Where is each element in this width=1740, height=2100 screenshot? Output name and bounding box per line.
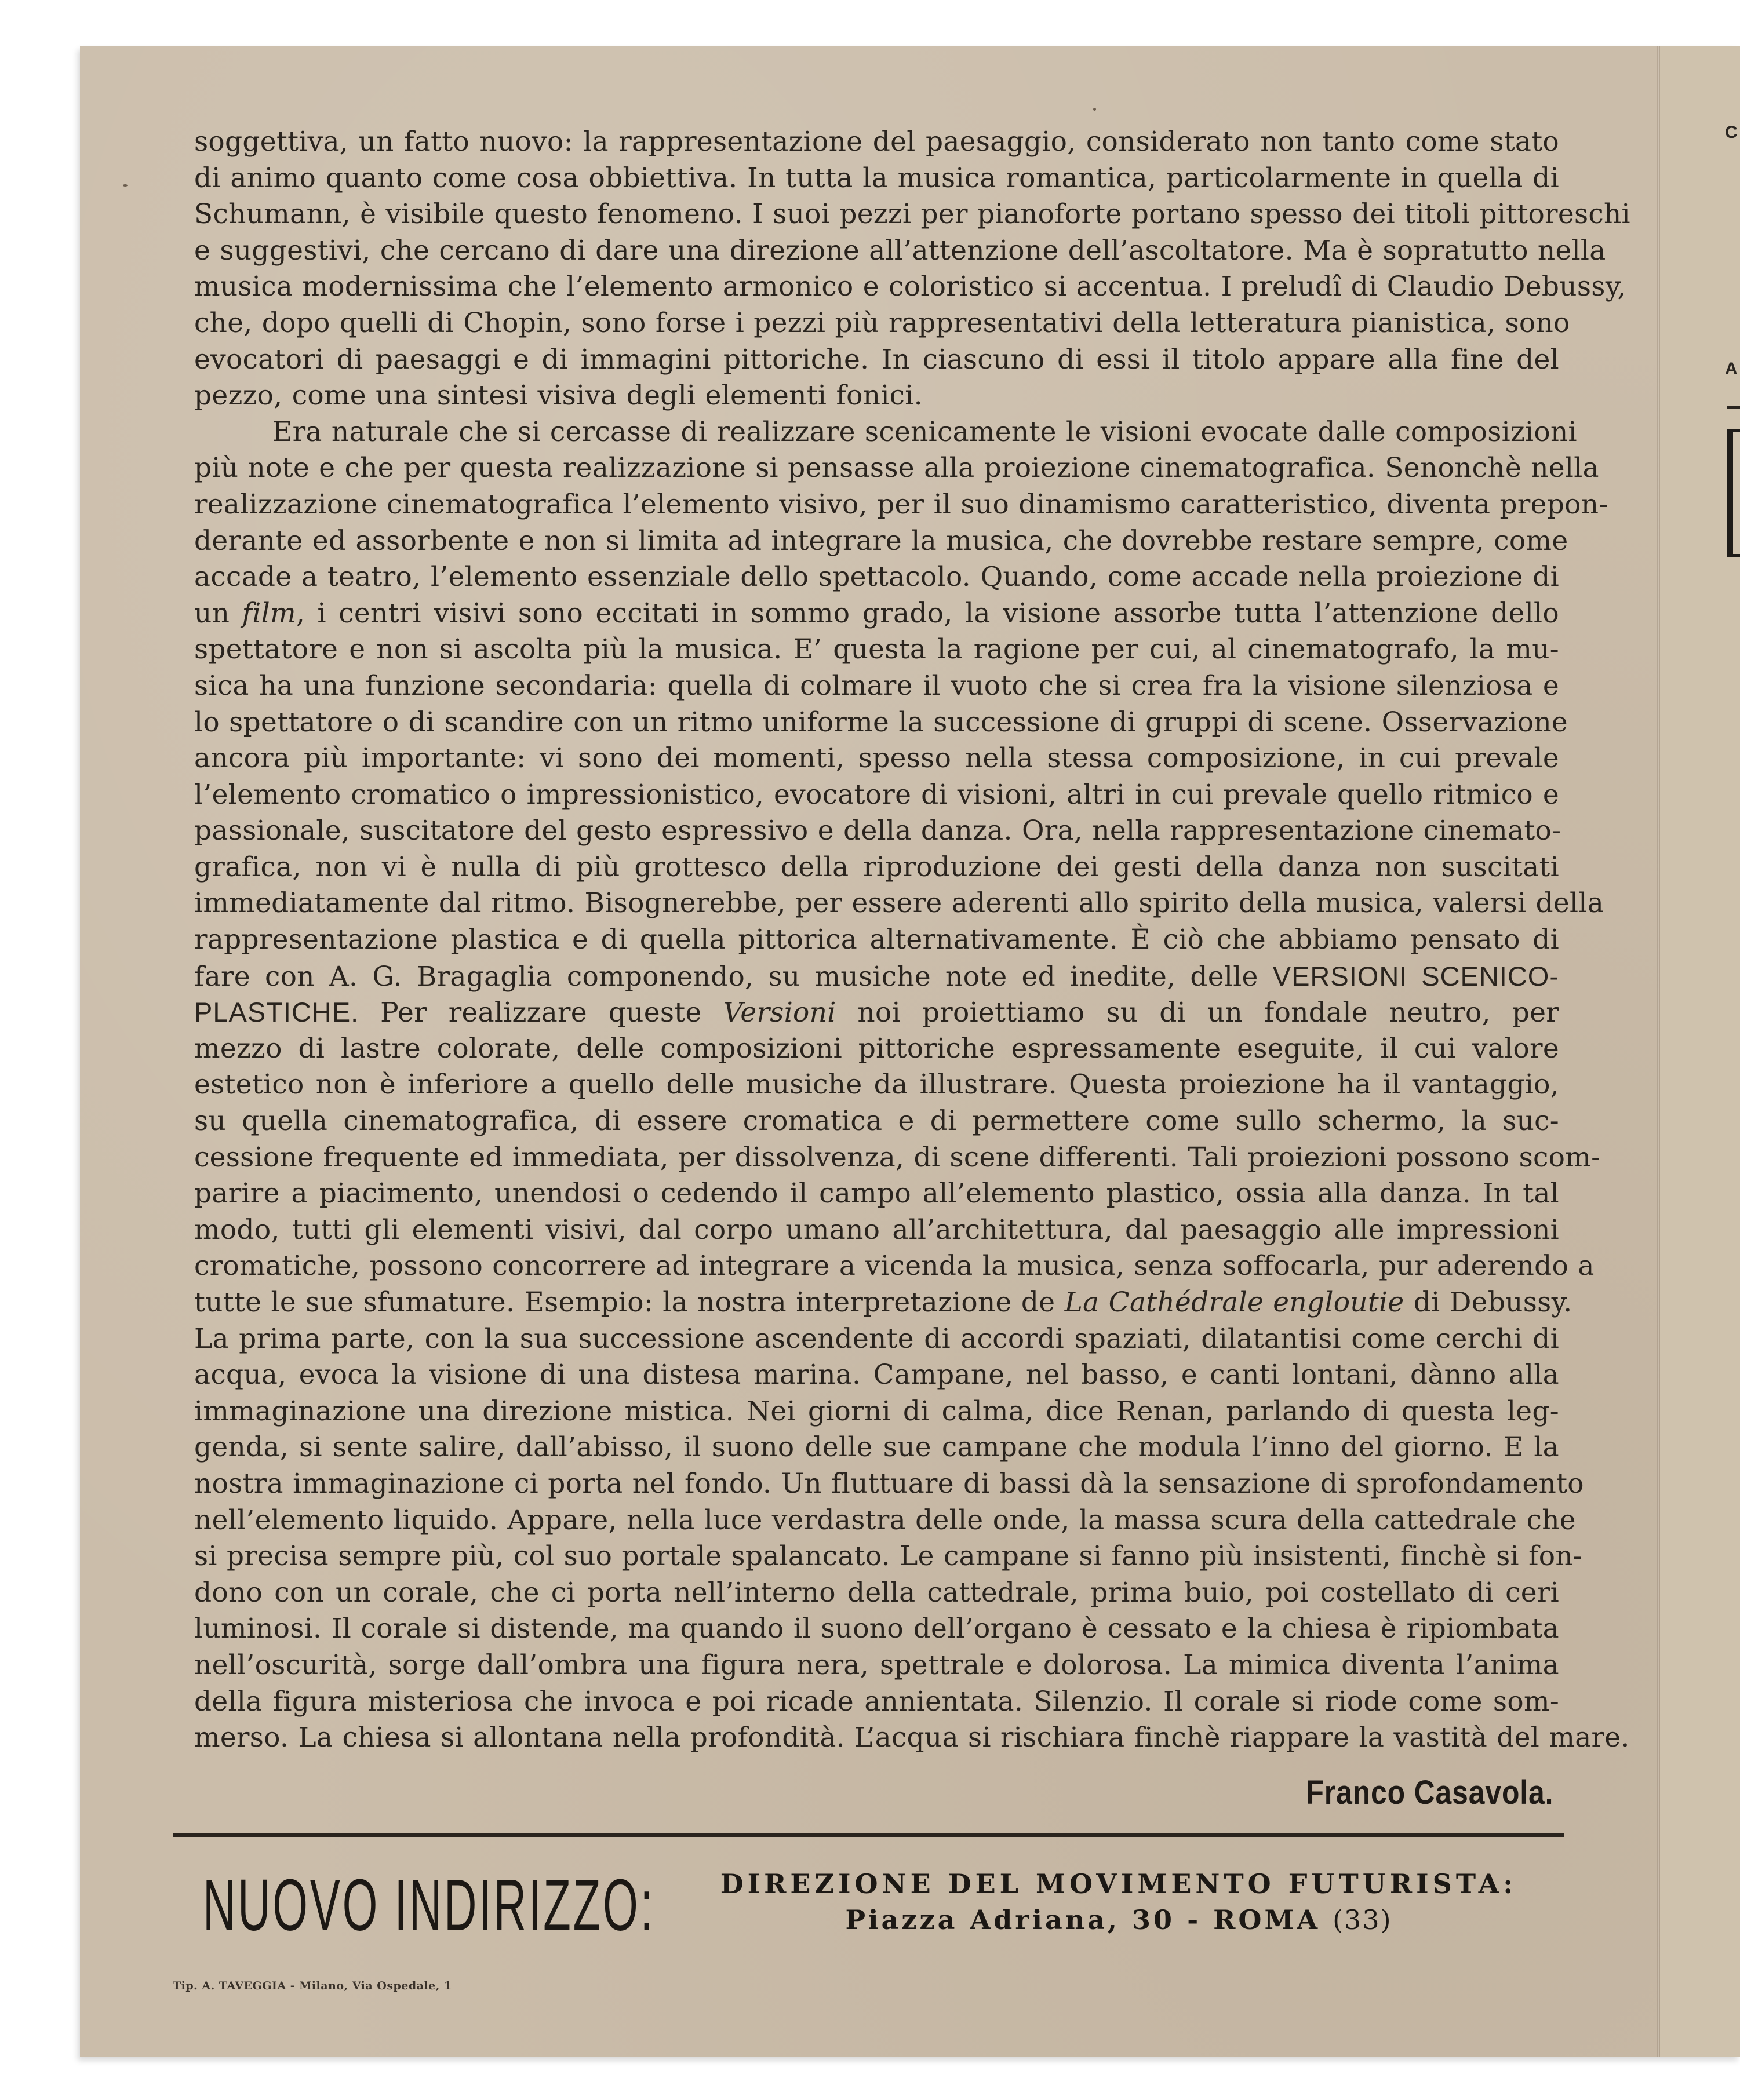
plastiche-heading: PLASTICHE. bbox=[194, 997, 359, 1028]
text-line: Era naturale che si cercasse di realizzare scenicamente le visioni evocate dalle composizioni bbox=[272, 415, 1577, 448]
italic-term-versioni: Versioni bbox=[723, 997, 836, 1029]
text-line: La prima parte, con la sua successione ascendente di accordi spaziati, dilatantisi come cerchi di bbox=[194, 1322, 1559, 1355]
text-line: l’elemento cromatico o impressionistico, evocatore di visioni, altri in cui prevale quello ritmico e bbox=[194, 778, 1559, 811]
direzione-line: DIREZIONE DEL MOVIMENTO FUTURISTA: bbox=[720, 1868, 1517, 1900]
text-line bbox=[194, 1285, 1572, 1321]
text-line: luminosi. Il corale si distende, ma quando il suono dell’organo è cessato e la chiesa è ripiombata bbox=[194, 1613, 1559, 1645]
text-line: più note e che per questa realizzazione si pensasse alla proiezione cinematografica. Senonchè nella bbox=[194, 452, 1599, 484]
text-run: tutte le sue sfumature. Esempio: la nostra interpretazione de bbox=[194, 1286, 1065, 1318]
text-line: e suggestivi, che cercano di dare una direzione all’attenzione dell’ascoltatore. Ma è sopratutto nella bbox=[194, 234, 1606, 267]
text-line: si precisa sempre più, col suo portale spalancato. Le campane si fanno più insistenti, finchè si fon- bbox=[194, 1540, 1583, 1573]
text-line: immaginazione una direzione mistica. Nei giorni di calma, dice Renan, parlando di questa leg- bbox=[194, 1395, 1559, 1427]
text-line: ancora più importante: vi sono dei momenti, spesso nella stessa composizione, in cui prevale bbox=[194, 742, 1559, 775]
text-line: musica modernissima che l’elemento armonico e coloristico si accentua. I preludî di Claudio Debussy, bbox=[194, 271, 1626, 303]
text-line: lo spettatore o di scandire con un ritmo uniforme la successione di gruppi di scene. Osservazione bbox=[194, 706, 1568, 738]
text-line: derante ed assorbente e non si limita ad integrare la musica, che dovrebbe restare sempre, come bbox=[194, 524, 1568, 557]
text-line: immediatamente dal ritmo. Bisognerebbe, per essere aderenti allo spirito della musica, valersi della bbox=[194, 887, 1604, 920]
text-line: dono con un corale, che ci porta nell’interno della cattedrale, prima buio, poi costellato di ceri bbox=[194, 1576, 1559, 1609]
text-line bbox=[194, 596, 1559, 632]
text-line: cromatiche, possono concorrere ad integrare a vicenda la musica, senza soffocarla, pur aderendo a bbox=[194, 1250, 1595, 1282]
adjacent-page-letter-1: C bbox=[1725, 123, 1738, 142]
text-line: di animo quanto come cosa obbiettiva. In tutta la musica romantica, particolarmente in quella di bbox=[194, 162, 1559, 194]
text-line: che, dopo quelli di Chopin, sono forse i pezzi più rappresentativi della letteratura pianistica, sono bbox=[194, 307, 1570, 339]
text-line: su quella cinematografica, di essere cromatica e di permettere come sullo schermo, la suc- bbox=[194, 1105, 1559, 1138]
text-line: acqua, evoca la visione di una distesa marina. Campane, nel basso, e canti lontani, dànno alla bbox=[194, 1359, 1559, 1391]
text-run: Per realizzare queste bbox=[359, 997, 723, 1029]
text-line: passionale, suscitatore del gesto espressivo e della danza. Ora, nella rappresentazione cinemato- bbox=[194, 815, 1561, 847]
text-line: estetico non è inferiore a quello delle musiche da illustrare. Questa proiezione ha il vantaggio, bbox=[194, 1069, 1559, 1101]
printer-imprint: Tip. A. TAVEGGIA - Milano, Via Ospedale, 1 bbox=[173, 1979, 452, 1992]
section-divider bbox=[173, 1833, 1564, 1837]
text-line: cessione frequente ed immediata, per dissolvenza, di scene differenti. Tali proiezioni possono scom- bbox=[194, 1141, 1601, 1173]
text-line bbox=[194, 994, 1559, 1031]
text-run: noi proiettiamo su di un fondale neutro, per bbox=[836, 997, 1560, 1029]
text-line bbox=[194, 958, 1559, 995]
text-line: Schumann, è visibile questo fenomeno. I suoi pezzi per pianoforte portano spesso dei titoli pittoreschi bbox=[194, 198, 1630, 231]
page-fold bbox=[1657, 46, 1660, 2057]
text-line: sica ha una funzione secondaria: quella di colmare il vuoto che si crea fra la visione silenziosa e bbox=[194, 669, 1559, 702]
text-line: rappresentazione plastica e di quella pittorica alternativamente. È ciò che abbiamo pensato di bbox=[194, 924, 1559, 956]
text-line: modo, tutti gli elementi visivi, dal corpo umano all’architettura, dal paesaggio alle impressioni bbox=[194, 1213, 1559, 1246]
italic-title-cathedrale: La Cathédrale engloutie bbox=[1064, 1286, 1404, 1318]
text-line: grafica, non vi è nulla di più grottesco della riproduzione dei gesti della danza non suscitati bbox=[194, 851, 1559, 883]
text-line: spettatore e non si ascolta più la musica. E’ questa la ragione per cui, al cinematografo, la mu- bbox=[194, 633, 1559, 666]
text-line: nell’oscurità, sorge dall’ombra una figura nera, spettrale e dolorosa. La mimica diventa l’anima bbox=[194, 1649, 1559, 1681]
text-line: mezzo di lastre colorate, delle composizioni pittoriche espressamente eseguite, il cui valore bbox=[194, 1032, 1559, 1064]
text-line: nell’elemento liquido. Appare, nella luce verdastra delle onde, la massa scura della cattedrale che bbox=[194, 1504, 1576, 1536]
address-block bbox=[701, 1866, 1536, 1938]
text-line: parire a piacimento, unendosi o cedendo il campo all’elemento plastico, ossia alla danza. In tal bbox=[194, 1177, 1559, 1210]
text-line: pezzo, come una sintesi visiva degli elementi fonici. bbox=[194, 380, 923, 412]
text-line: realizzazione cinematografica l’elemento visivo, per il suo dinamismo caratteristico, diventa prepon- bbox=[194, 488, 1608, 520]
adjacent-page-rule bbox=[1727, 406, 1740, 409]
text-line: genda, si sente salire, dall’abisso, il suono delle sue campane che modula l’inno del giorno. E la bbox=[194, 1431, 1559, 1464]
text-line: della figura misteriosa che invoca e poi ricade annientata. Silenzio. Il corale si riode come som- bbox=[194, 1685, 1559, 1718]
text-run: di Debussy. bbox=[1404, 1286, 1572, 1318]
author-signature: Franco Casavola. bbox=[1306, 1774, 1553, 1811]
adjacent-page-edge bbox=[1660, 46, 1740, 2057]
adjacent-page-letter-2: A bbox=[1725, 359, 1738, 378]
address-code: (33) bbox=[1333, 1904, 1392, 1935]
text-line: soggettiva, un fatto nuovo: la rappresentazione del paesaggio, considerato non tanto come stato bbox=[194, 126, 1559, 158]
scan-speck bbox=[1093, 108, 1096, 111]
text-line: merso. La chiesa si allontana nella profondità. L’acqua si rischiara finchè riappare la vastità del mare. bbox=[194, 1722, 1630, 1754]
scan-speck bbox=[123, 184, 128, 187]
article-body bbox=[194, 124, 1630, 1756]
text-run: fare con A. G. Bragaglia componendo, su musiche note ed inedite, delle bbox=[194, 960, 1273, 993]
italic-term-film: film bbox=[242, 597, 296, 629]
address-line bbox=[701, 1902, 1536, 1938]
text-line: evocatori di paesaggi e di immagini pittoriche. In ciascuno di essi il titolo appare alla fine del bbox=[194, 343, 1559, 375]
text-line: nostra immaginazione ci porta nel fondo. Un fluttuare di bassi dà la sensazione di sprofondamento bbox=[194, 1467, 1584, 1500]
address-text: Piazza Adriana, 30 - ROMA bbox=[845, 1904, 1321, 1935]
text-run: un bbox=[194, 597, 242, 629]
adjacent-page-bracket bbox=[1727, 429, 1740, 557]
text-run: , i centri visivi sono eccitati in sommo grado, la visione assorbe tutta l’attenzione dello bbox=[296, 597, 1559, 629]
versioni-scenico-heading: VERSIONI SCENICO- bbox=[1272, 960, 1559, 991]
new-address-headline: NUOVO INDIRIZZO: bbox=[203, 1864, 655, 1946]
text-line: accade a teatro, l’elemento essenziale dello spettacolo. Quando, come accade nella proiezione di bbox=[194, 561, 1559, 593]
